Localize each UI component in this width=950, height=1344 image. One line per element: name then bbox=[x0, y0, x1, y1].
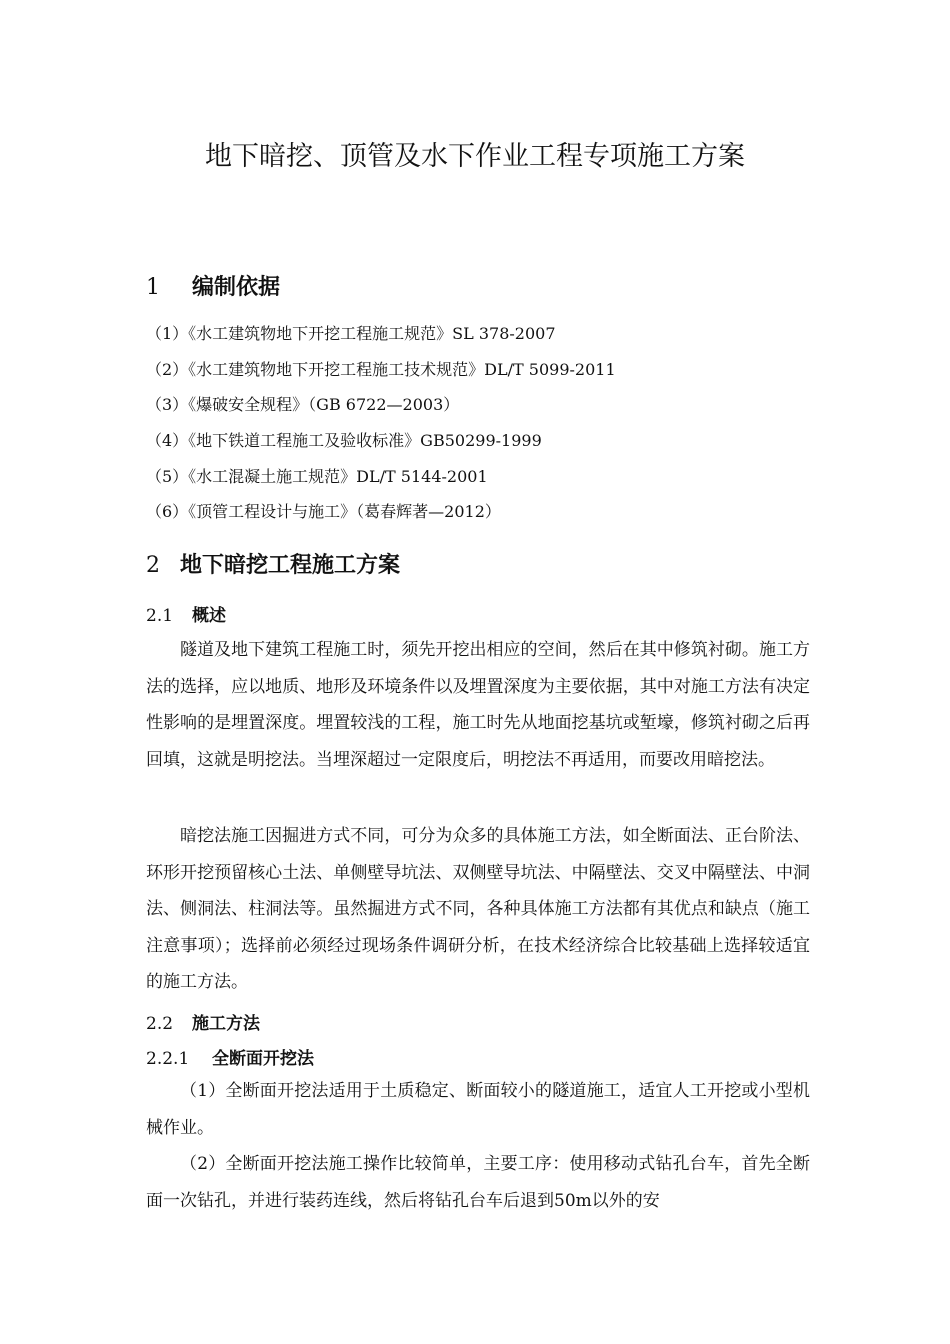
subsection-2-2-heading bbox=[146, 1009, 260, 1034]
subsection-2-2-1-heading bbox=[146, 1044, 314, 1069]
reference-item: （4）《地下铁道工程施工及验收标准》GB50299-1999 bbox=[146, 431, 542, 451]
section-1-heading bbox=[146, 270, 280, 301]
subsection-title: 概述 bbox=[192, 606, 226, 626]
reference-item: （5）《水工混凝土施工规范》DL/T 5144-2001 bbox=[146, 466, 488, 486]
body-paragraph: 暗挖法施工因掘进方式不同，可分为众多的具体施工方法，如全断面法、正台阶法、环形开挖预留核心土法、单侧壁导坑法、双侧壁导坑法、中隔壁法、交叉中隔壁法、中洞法、侧洞法、柱洞法等。虽然掘进方式不同，各种具体施工方法都有其优点和缺点（施工注意事项）；选择前必须经过现场条件调研分析，在技术经济综合比较基础上选择较适宜的施工方法。 bbox=[146, 826, 810, 992]
subsection-number: 2.1 bbox=[146, 606, 174, 626]
section-number: 1 bbox=[146, 275, 160, 300]
body-paragraph: 隧道及地下建筑工程施工时，须先开挖出相应的空间，然后在其中修筑衬砌。施工方法的选择，应以地质、地形及环境条件以及埋置深度为主要依据，其中对施工方法有决定性影响的是埋置深度。埋置较浅的工程，施工时先从地面挖基坑或堑壕，修筑衬砌之后再回填，这就是明挖法。当埋深超过一定限度后，明挖法不再适用，而要改用暗挖法。 bbox=[146, 640, 810, 770]
section-title: 编制依据 bbox=[192, 275, 281, 300]
subsection-2-1-heading bbox=[146, 601, 226, 626]
section-2-heading bbox=[146, 548, 400, 579]
reference-list bbox=[146, 320, 616, 534]
subsection-number: 2.2.1 bbox=[146, 1049, 190, 1069]
section-title: 地下暗挖工程施工方案 bbox=[180, 553, 401, 578]
subsection-title: 全断面开挖法 bbox=[212, 1049, 314, 1069]
subsection-number: 2.2 bbox=[146, 1014, 174, 1034]
body-paragraph: （1）全断面开挖法适用于土质稳定、断面较小的隧道施工，适宜人工开挖或小型机械作业。 bbox=[146, 1081, 810, 1138]
reference-item: （3）《爆破安全规程》（GB 6722—2003） bbox=[146, 395, 460, 415]
body-paragraph: （2）全断面开挖法施工操作比较简单，主要工序：使用移动式钻孔台车，首先全断面一次钻孔，并进行装药连线，然后将钻孔台车后退到50m以外的安 bbox=[146, 1154, 810, 1211]
document-title: 地下暗挖、顶管及水下作业工程专项施工方案 bbox=[205, 141, 745, 172]
reference-item: （2）《水工建筑物地下开挖工程施工技术规范》DL/T 5099-2011 bbox=[146, 359, 616, 379]
subsection-title: 施工方法 bbox=[192, 1014, 260, 1034]
reference-item: （6）《顶管工程设计与施工》（葛春辉著—2012） bbox=[146, 502, 501, 522]
reference-item: （1）《水工建筑物地下开挖工程施工规范》SL 378-2007 bbox=[146, 324, 556, 343]
section-number: 2 bbox=[146, 553, 160, 578]
